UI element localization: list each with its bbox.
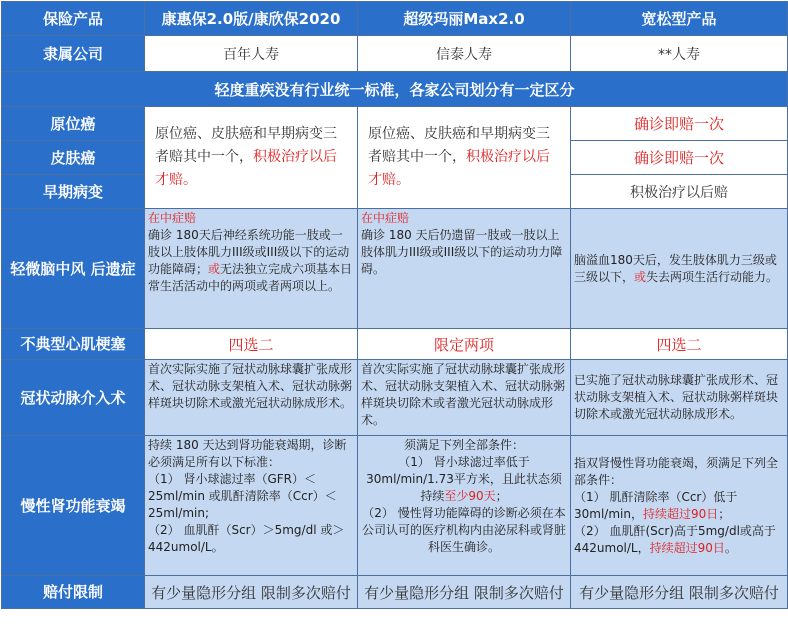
limit-cell-1: 有少量隐形分组 限制多次赔付	[145, 576, 358, 609]
stroke-row	[2, 209, 788, 329]
kidney-cell-3-line-3	[574, 523, 784, 557]
kidney-cell-3-line-1: 指双肾慢性肾功能衰竭，须满足下列全部条件：	[574, 455, 779, 487]
kidney-cell-2-line-2-text: （1） 肾小球滤过率低于 30ml/min/1.73平方米，且此状态须持续	[366, 455, 562, 503]
mi-cell-2: 限定两项	[358, 329, 571, 360]
coronary-cell-3: 已实施了冠状动脉球囊扩张成形术、冠状动脉支架植入术、冠状动脉粥样斑块切除术或激光冠状动脉成形术。	[571, 360, 788, 436]
stroke-cell-2	[358, 209, 571, 329]
kidney-cell-3-line-3-end: 。	[724, 540, 737, 555]
stroke-cell-2-text: 确诊 180 天后仍遗留一肢或一肢以上肢体肌力III级或III级以下的运动功力障碍。	[361, 228, 563, 276]
kidney-cell-3-line-2-text: （1） 肌酐清除率（Ccr）低于 30ml/min，	[574, 489, 738, 521]
cancer-cell-3-r1: 确诊即赔一次	[571, 107, 788, 141]
header-product-1: 康惠保2.0版/康欣保2020	[145, 2, 358, 36]
limit-cell-2: 有少量隐形分组 限制多次赔付	[358, 576, 571, 609]
row-label-payout-limit: 赔付限制	[2, 576, 145, 609]
stroke-cell-2-tag: 在中症赔	[361, 211, 410, 225]
stroke-cell-3-text: 脑溢血180天后，发生肢体肌力三级或三级以下，	[574, 252, 777, 284]
stroke-cell-1-text-2: 无法独立完成六项基本日常生活活动中的两项或者两项以上。	[148, 262, 353, 293]
cancer-row-1	[2, 107, 788, 141]
row-label-stroke: 轻微脑中风 后遗症	[2, 209, 145, 329]
kidney-cell-2-line-3: （2） 慢性肾功能障碍的诊断必须在本公司认可的医疗机构内由泌尿科或肾脏科医生确诊。	[361, 506, 566, 554]
kidney-cell-2-line-2-end: ；	[495, 489, 508, 503]
row-label-carcinoma-in-situ: 原位癌	[2, 107, 145, 141]
cancer-cell-3-r2: 确诊即赔一次	[571, 141, 788, 175]
row-label-atypical-mi: 不典型心肌梗塞	[2, 329, 145, 360]
cancer-cell-1-text: 原位癌、皮肤癌和早期病变三者赔其中一个，	[155, 126, 337, 165]
banner-row	[2, 72, 788, 107]
kidney-cell-2-highlight: 至少90天	[444, 489, 496, 503]
header-row	[2, 2, 788, 36]
stroke-cell-1	[145, 209, 358, 329]
stroke-cell-1-or: 或	[208, 262, 221, 276]
comparison-table	[1, 1, 788, 609]
coronary-row	[2, 360, 788, 436]
kidney-cell-3-line-2-end: ；	[718, 506, 731, 521]
kidney-cell-2-line-2	[361, 454, 567, 505]
header-product-3: 宽松型产品	[571, 2, 788, 36]
header-product: 保险产品	[2, 2, 145, 36]
kidney-cell-1-line-1: 持续 180 天达到肾功能衰竭期，诊断必须满足所有以下标准：	[148, 438, 347, 469]
kidney-cell-3-highlight-2: 持续超过90日	[649, 540, 725, 555]
kidney-cell-2	[358, 436, 571, 576]
header-product-2: 超级玛丽Max2.0	[358, 2, 571, 36]
company-row	[2, 36, 788, 72]
row-label-skin-cancer: 皮肤癌	[2, 141, 145, 175]
kidney-cell-3-line-3-text: （2） 血肌酐(Scr)高于5mg/dl或高于442umol/L，	[574, 523, 776, 555]
kidney-cell-2-line-1: 须满足下列全部条件：	[403, 438, 524, 452]
company-cell-3: **人寿	[571, 36, 788, 72]
kidney-cell-3-highlight-1: 持续超过90日	[642, 506, 719, 521]
kidney-cell-3	[571, 436, 788, 576]
row-label-company: 隶属公司	[2, 36, 145, 72]
coronary-cell-2: 首次实际实施了冠状动脉球囊扩张成形术、冠状动脉支架植入术、冠状动脉粥样斑块切除术或者激光冠状动脉成形术。	[358, 360, 571, 436]
limit-row	[2, 576, 788, 609]
stroke-cell-3	[571, 209, 788, 329]
cancer-cell-2	[358, 107, 571, 209]
stroke-cell-1-tag: 在中症赔	[148, 211, 197, 225]
kidney-cell-1-line-3: （2） 血肌酐（Scr）＞5mg/dl 或＞ 442umol/L。	[148, 523, 345, 554]
row-label-early-lesion: 早期病变	[2, 175, 145, 209]
stroke-cell-1-text: 确诊 180天后神经系统功能一肢或一肢以上肢体肌力III级或III级以下的运动功能障碍；	[148, 228, 350, 276]
kidney-cell-1	[145, 436, 358, 576]
cancer-cell-1	[145, 107, 358, 209]
company-cell-2: 信泰人寿	[358, 36, 571, 72]
cancer-cell-3-r3: 积极治疗以后赔	[571, 175, 788, 209]
cancer-cell-2-highlight: 积极治疗以后才赔。	[368, 149, 550, 188]
mi-cell-3: 四选二	[571, 329, 788, 360]
row-label-kidney: 慢性肾功能衰竭	[2, 436, 145, 576]
cancer-cell-1-highlight: 积极治疗以后才赔。	[155, 149, 337, 188]
coronary-cell-1: 首次实际实施了冠状动脉球囊扩张成形术、冠状动脉支架植入术、冠状动脉粥样斑块切除术或激光冠状动脉成形术。	[145, 360, 358, 436]
company-cell-1: 百年人寿	[145, 36, 358, 72]
limit-cell-3: 有少量隐形分组 限制多次赔付	[571, 576, 788, 609]
banner-text: 轻度重疾没有行业统一标准，各家公司划分有一定区分	[2, 72, 788, 107]
mi-cell-1: 四选二	[145, 329, 358, 360]
mi-row	[2, 329, 788, 360]
kidney-cell-3-line-2	[574, 489, 784, 523]
stroke-cell-3-text-2: 失去两项生活行动能力。	[646, 269, 779, 284]
cancer-cell-2-text: 原位癌、皮肤癌和早期病变三者赔其中一个，	[368, 126, 550, 165]
stroke-cell-3-or: 或	[634, 269, 647, 284]
row-label-coronary: 冠状动脉介入术	[2, 360, 145, 436]
kidney-cell-1-line-2: （1） 肾小球滤过率（GFR）＜ 25ml/min 或肌酐清除率（Ccr）＜ 25ml/min;	[148, 472, 337, 520]
kidney-row	[2, 436, 788, 576]
